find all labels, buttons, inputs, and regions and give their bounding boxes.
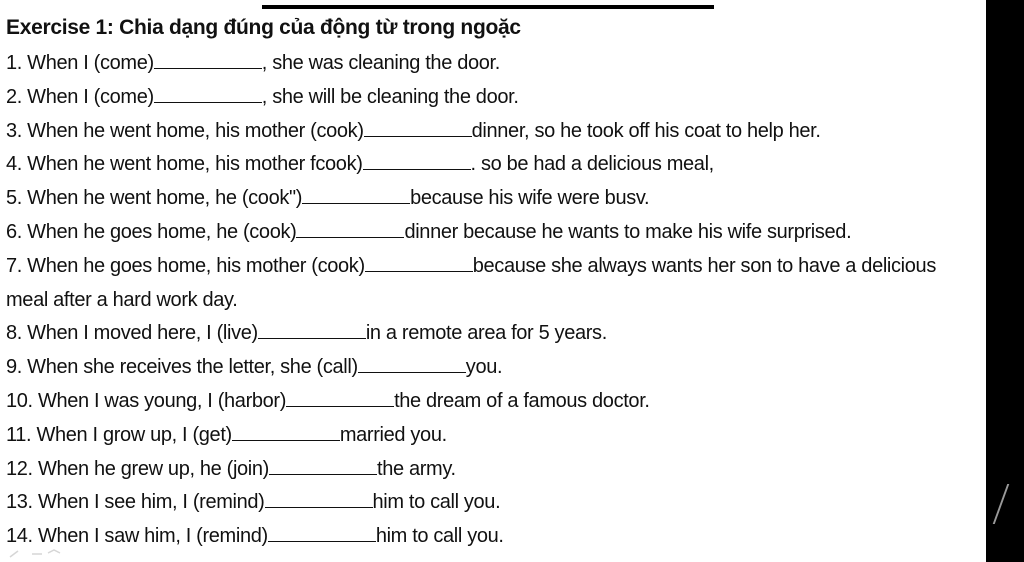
exercise-item-4 [6,148,982,182]
exercise-item-11 [6,419,982,453]
item-text: you. [465,356,503,379]
answer-blank[interactable] [365,255,473,272]
item-text: , she will be cleaning the door. [261,85,519,108]
answer-blank[interactable] [302,187,410,204]
right-dark-edge [986,0,1024,562]
exercise-item-1 [6,47,982,81]
item-text: the army. [377,457,456,480]
answer-blank[interactable] [358,356,466,373]
item-text: him to call you. [375,525,504,548]
exercise-item-6 [6,216,982,250]
scroll-mark [981,484,1010,524]
item-text: dinner, so he took off his coat to help her. [471,119,821,142]
exercise-item-12 [6,453,982,487]
item-text: 13. When I see him, I (remind) [6,491,265,514]
item-text: married you. [339,423,447,446]
answer-blank[interactable] [232,424,340,441]
item-text: because she always wants her son to have a delicious meal after a hard work day. [6,254,936,311]
item-text: 8. When I moved here, I (live) [6,322,258,345]
answer-blank[interactable] [268,525,376,542]
exercise-item-13 [6,486,982,520]
exercise-item-2 [6,81,982,115]
exercise-item-7 [6,250,974,318]
answer-blank[interactable] [258,322,366,339]
item-text: , she was cleaning the door. [261,52,500,74]
answer-blank[interactable] [154,52,262,69]
item-text: 14. When I saw him, I (remind) [6,525,268,548]
exercise-title: Exercise 1: Chia dạng đúng của động từ trong ngoặc [6,16,521,39]
item-text: the dream of a famous doctor. [394,389,650,412]
item-text: 7. When he goes home, his mother (cook) [6,254,365,277]
item-text: 1. When I (come) [6,52,154,74]
answer-blank[interactable] [286,390,394,407]
item-text: 4. When he went home, his mother fcook) [6,153,363,176]
answer-blank[interactable] [269,458,377,475]
answer-blank[interactable] [265,491,373,508]
item-text: 2. When I (come) [6,85,154,108]
item-text: 11. When I grow up, I (get) [6,423,232,446]
item-text: because his wife were busv. [410,187,650,210]
answer-blank[interactable] [296,221,404,238]
item-text: 12. When he grew up, he (join) [6,457,269,480]
item-text: him to call you. [372,491,501,514]
answer-blank[interactable] [154,86,262,103]
item-text: 5. When he went home, he (cook") [6,187,303,210]
exercise-item-14 [6,520,982,554]
exercise-item-5 [6,182,982,216]
item-text: in a remote area for 5 years. [365,322,607,345]
exercise-item-10 [6,385,982,419]
item-text: 3. When he went home, his mother (cook) [6,119,364,142]
pen-icon [8,548,68,558]
exercise-item-8 [6,317,982,351]
top-border-line [262,5,714,9]
answer-blank[interactable] [364,120,472,137]
item-text: 10. When I was young, I (harbor) [6,389,287,412]
exercise-item-3 [6,115,982,149]
item-text: 9. When she receives the letter, she (call) [6,356,358,379]
item-text: dinner because he wants to make his wife surprised. [404,220,852,243]
exercise-item-9 [6,351,982,385]
answer-blank[interactable] [363,153,471,170]
item-text: 6. When he goes home, he (cook) [6,220,297,243]
worksheet [6,14,982,558]
item-text: . so be had a delicious meal, [470,153,714,176]
